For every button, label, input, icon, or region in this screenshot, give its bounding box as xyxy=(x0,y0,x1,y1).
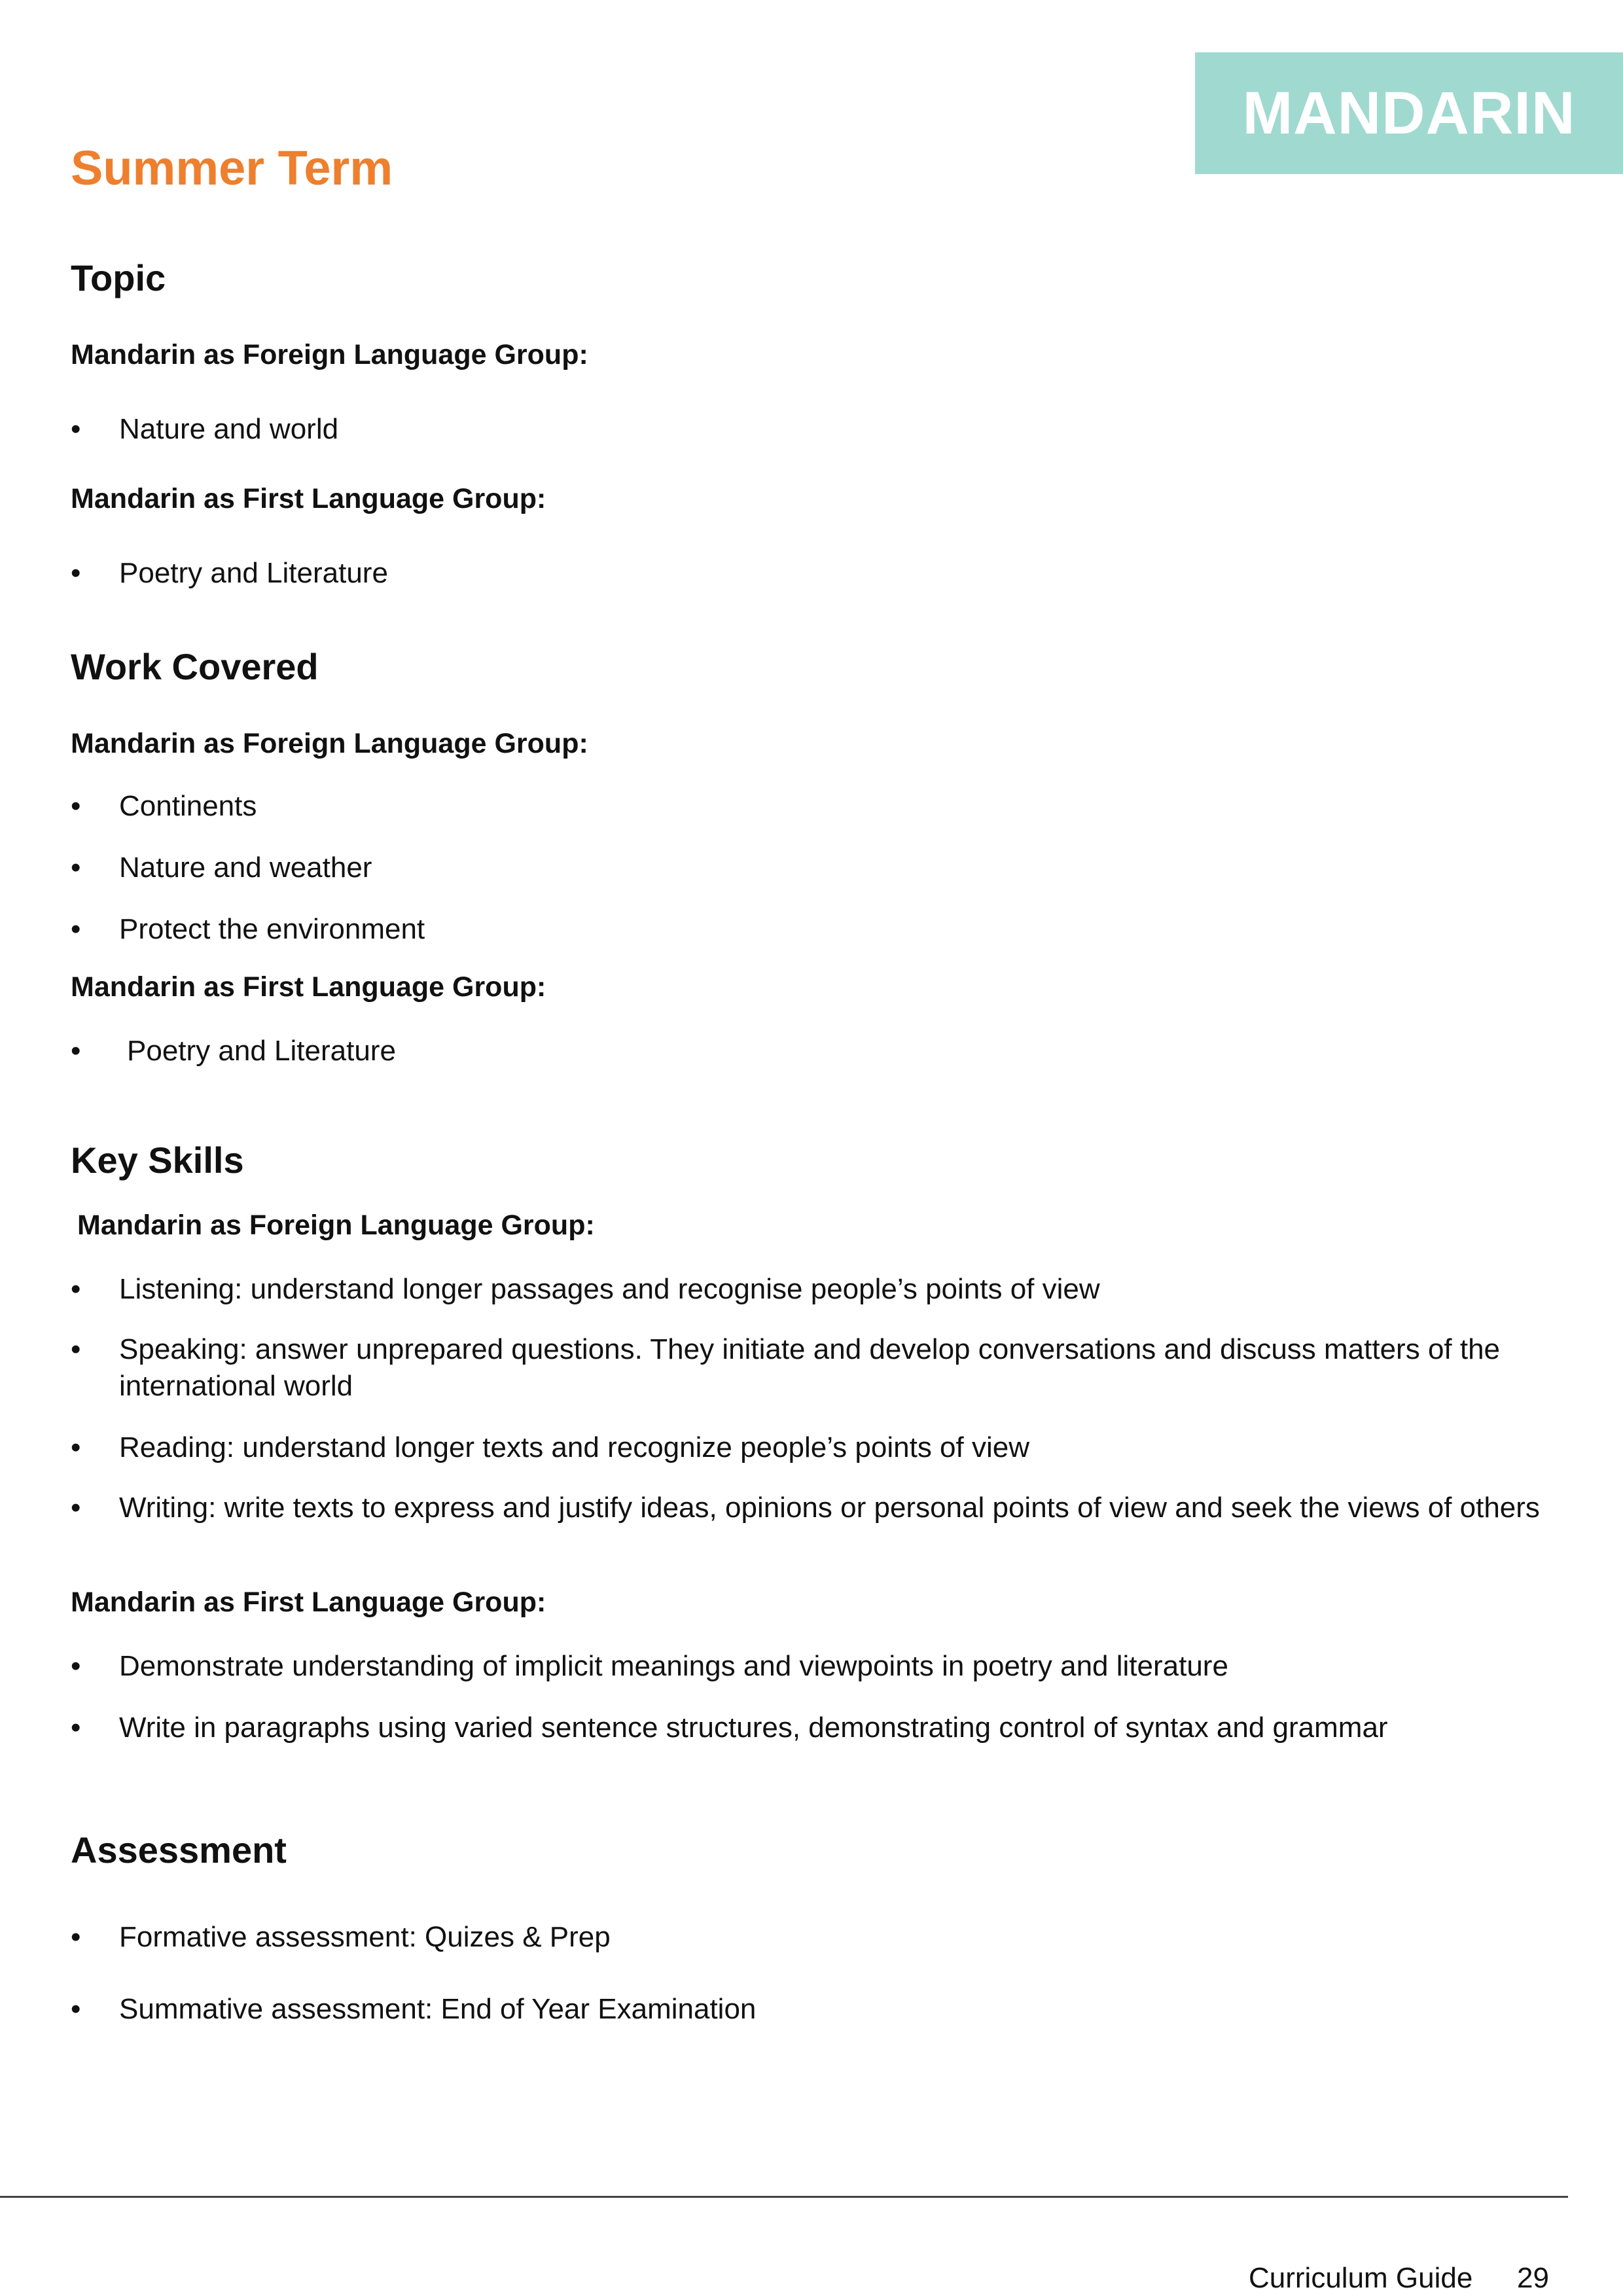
bullet-icon: • xyxy=(71,852,81,884)
list-item: • Formative assessment: Quizes & Prep xyxy=(71,1919,1596,1956)
list-item: • Continents xyxy=(71,788,1596,825)
page-title: Summer Term xyxy=(71,141,393,195)
topic-foreign-label: Mandarin as Foreign Language Group: xyxy=(71,339,588,370)
list-item: • Nature and weather xyxy=(71,850,1596,886)
skills-first-label: Mandarin as First Language Group: xyxy=(71,1587,546,1618)
list-item: • Listening: understand longer passages and recognise people’s points of view xyxy=(71,1271,1596,1308)
list-item: • Writing: write texts to express and justify ideas, opinions or personal points of view and seek the views of others xyxy=(71,1490,1596,1526)
bullet-icon: • xyxy=(71,790,81,822)
skills-foreign-label: Mandarin as Foreign Language Group: xyxy=(77,1210,595,1241)
skills-heading: Key Skills xyxy=(71,1139,244,1181)
bullet-icon: • xyxy=(71,1273,81,1305)
list-item: • Summative assessment: End of Year Examination xyxy=(71,1991,1596,2028)
bullet-icon: • xyxy=(71,1492,81,1524)
list-item: • Demonstrate understanding of implicit meanings and viewpoints in poetry and literature xyxy=(71,1648,1596,1685)
list-item: • Nature and world xyxy=(71,411,1596,448)
work-first-label: Mandarin as First Language Group: xyxy=(71,971,546,1003)
list-item: • Protect the environment xyxy=(71,911,1596,948)
work-heading: Work Covered xyxy=(71,646,319,687)
bullet-icon: • xyxy=(71,1035,81,1067)
bullet-icon: • xyxy=(71,1712,81,1744)
bullet-icon: • xyxy=(71,1921,81,1953)
page-number: 29 xyxy=(1517,2262,1549,2294)
list-item: • Reading: understand longer texts and recognize people’s points of view xyxy=(71,1429,1596,1466)
topic-heading: Topic xyxy=(71,257,166,298)
bullet-icon: • xyxy=(71,1650,81,1682)
list-item: • Speaking: answer unprepared questions. They initiate and develop conversations and discuss matters of the international world xyxy=(71,1331,1596,1405)
assessment-heading: Assessment xyxy=(71,1829,287,1871)
footer-label: Curriculum Guide xyxy=(1249,2262,1473,2294)
list-item: • Write in paragraphs using varied sentence structures, demonstrating control of syntax and grammar xyxy=(71,1710,1596,1746)
topic-first-label: Mandarin as First Language Group: xyxy=(71,483,546,514)
bullet-icon: • xyxy=(71,1431,81,1463)
footer-divider xyxy=(0,2196,1568,2198)
subject-badge: MANDARIN xyxy=(1195,52,1623,174)
bullet-icon: • xyxy=(71,913,81,945)
list-item: • Poetry and Literature xyxy=(71,1033,1596,1069)
bullet-icon: • xyxy=(71,1333,81,1365)
bullet-icon: • xyxy=(71,557,81,589)
bullet-icon: • xyxy=(71,413,81,445)
bullet-icon: • xyxy=(71,1993,81,2025)
work-foreign-label: Mandarin as Foreign Language Group: xyxy=(71,728,588,759)
list-item: • Poetry and Literature xyxy=(71,555,1596,592)
